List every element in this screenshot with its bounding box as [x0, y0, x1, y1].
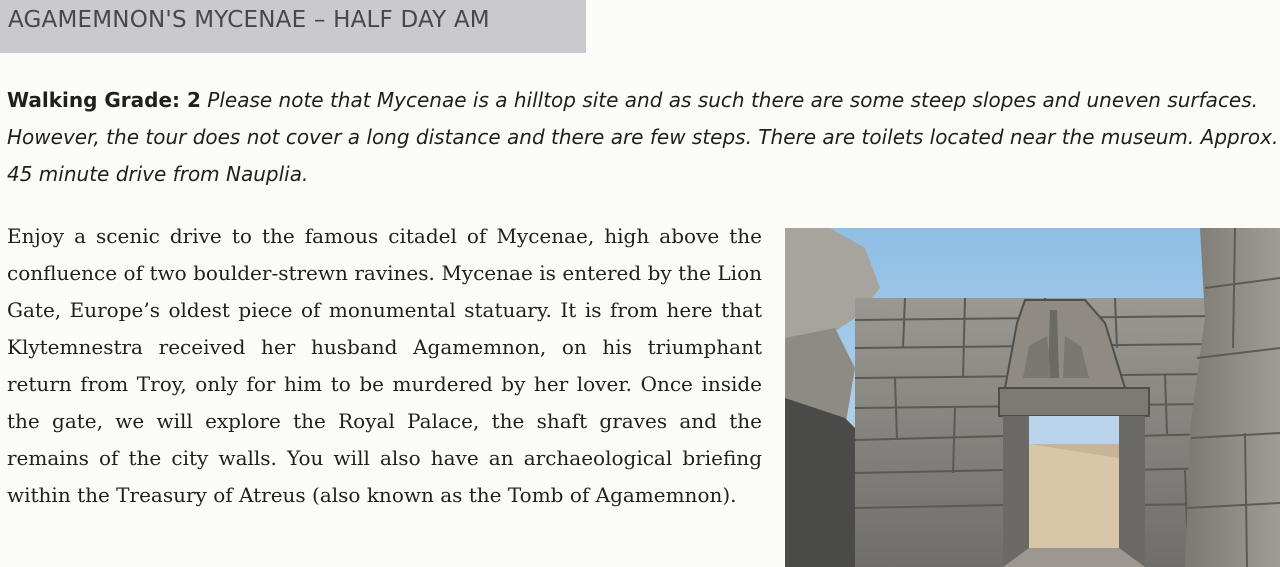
inner-wall	[1029, 444, 1119, 548]
walking-grade-label: Walking Grade: 2	[7, 88, 201, 112]
lion-gate-photo	[785, 228, 1280, 567]
page-title: AGAMEMNON'S MYCENAE – HALF DAY AM	[8, 7, 490, 33]
lintel	[999, 388, 1149, 416]
walking-grade-paragraph	[7, 82, 1279, 193]
title-band	[0, 0, 586, 53]
left-jamb	[1003, 416, 1029, 567]
walking-grade-text: Please note that Mycenae is a hilltop site and as such there are some steep slopes and uneven surfaces. However, the tour does not cover a long distance and there are few steps. There are toilets located near the museum. Approx. 45 minute drive from Nauplia.	[7, 88, 1279, 186]
gate-sky	[1029, 416, 1119, 444]
right-jamb	[1119, 416, 1145, 567]
tour-description: Enjoy a scenic drive to the famous citadel of Mycenae, high above the confluence of two boulder-strewn ravines. Mycenae is entered by the Lion Gate, Europe’s oldest piece of monumental statuary. It is from here that Klytemnestra received her husband Agamemnon, on his triumphant return from Troy, only for him to be murdered by her lover. Once inside the gate, we will explore the Royal Palace, the shaft graves and the remains of the city walls. You will also have an archaeological briefing within the Treasury of Atreus (also known as the Tomb of Agamemnon).	[7, 224, 762, 507]
lion-gate-illustration	[785, 228, 1280, 567]
